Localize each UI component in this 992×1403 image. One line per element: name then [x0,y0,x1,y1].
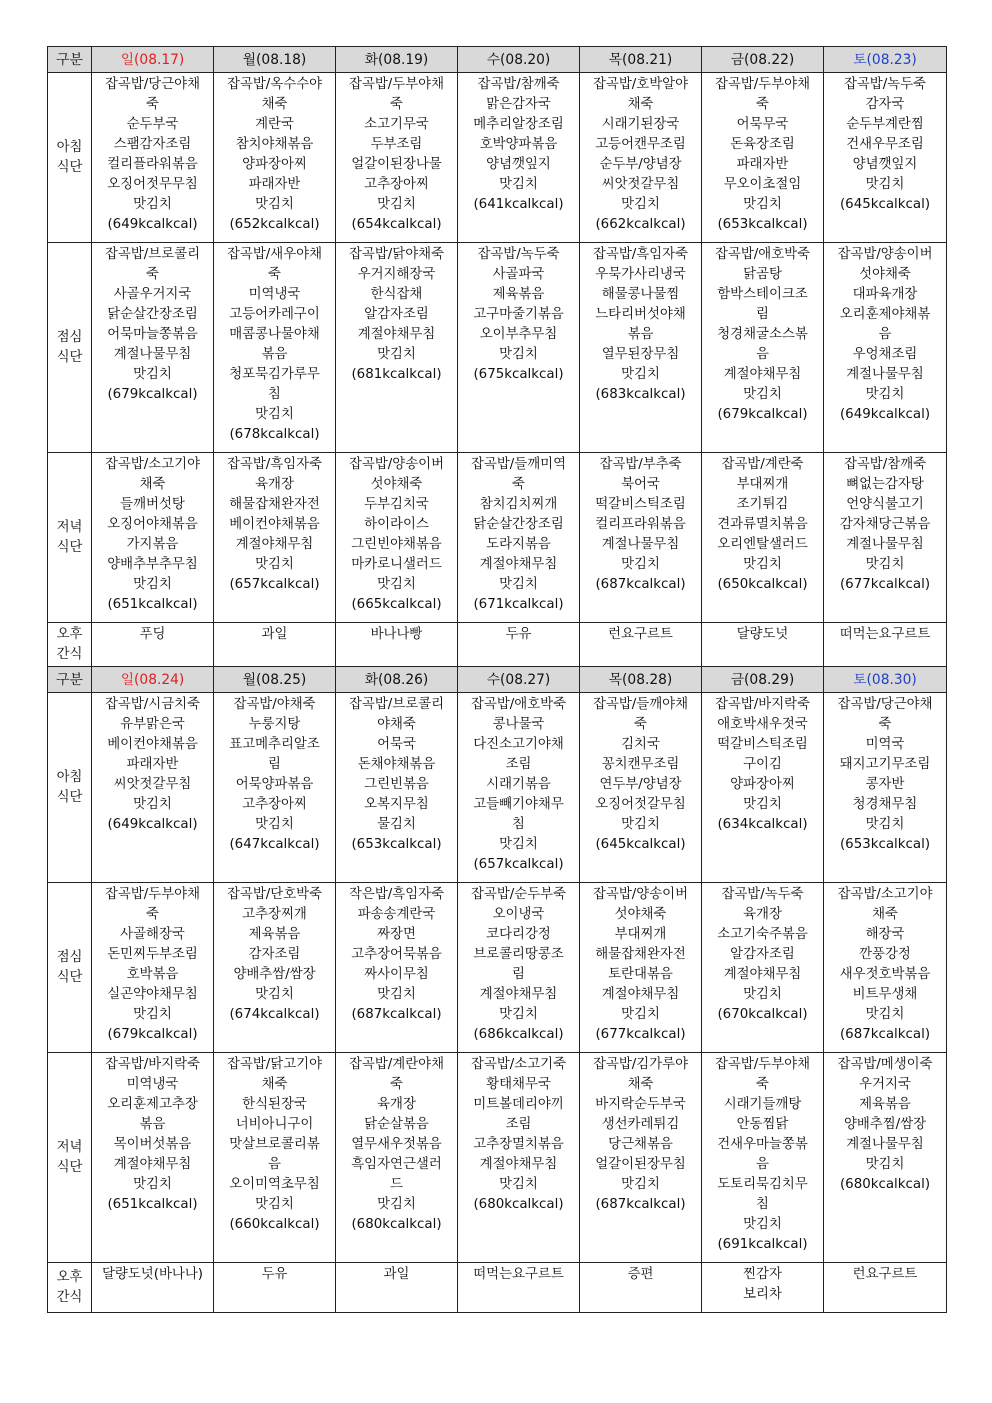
week1-breakfast-row [48,73,947,243]
menu-cell: 잡곡밥/당근야채 죽 미역국 돼지고기무조림 콩자반 청경채무침 맛김치 (653kcalkcal) [824,693,947,883]
menu-cell: 잡곡밥/닭고기야 채죽 한식된장국 너비아니구이 맛살브로콜리볶 음 오이미역초무침 맛김치 (660kcalkcal) [214,1053,336,1263]
row-label-lunch: 점심 식단 [48,883,92,1053]
menu-cell: 잡곡밥/애호박죽 콩나물국 다진소고기야채 조림 시래기볶음 고들빼기야채무 침 맛김치 (657kcalkcal) [458,693,580,883]
menu-cell: 두유 [458,623,580,667]
day-header-wednesday: 수(08.27) [458,667,580,693]
menu-cell: 잡곡밥/녹두죽 감자국 순두부계란찜 건새우무조림 양념깻잎지 맛김치 (645kcalkcal) [824,73,947,243]
week1-dinner-row [48,453,947,623]
row-label-snack: 오후 간식 [48,1263,92,1313]
menu-cell: 잡곡밥/들깨야채 죽 김치국 꽁치캔무조림 연두부/양념장 오징어젓갈무침 맛김치 (645kcalkcal) [580,693,702,883]
row-label-dinner: 저녁 식단 [48,453,92,623]
menu-cell: 잡곡밥/계란야채 죽 육개장 닭순살볶음 열무새우젓볶음 흑임자연근샐러 드 맛김치 (680kcalkcal) [336,1053,458,1263]
menu-cell: 잡곡밥/양송이버 섯야채죽 부대찌개 해물잡채완자전 토란대볶음 계절야채무침 맛김치 (677kcalkcal) [580,883,702,1053]
row-label-lunch: 점심 식단 [48,243,92,453]
menu-cell: 두유 [214,1263,336,1313]
week1-snack-row [48,623,947,667]
menu-cell: 떠먹는요구르트 [458,1263,580,1313]
day-header-thursday: 목(08.28) [580,667,702,693]
day-header-wednesday: 수(08.20) [458,47,580,73]
menu-cell: 달량도넛 [702,623,824,667]
menu-cell: 잡곡밥/녹두죽 육개장 소고기숙주볶음 알감자조림 계절야채무침 맛김치 (670kcalkcal) [702,883,824,1053]
menu-cell: 푸딩 [92,623,214,667]
menu-cell: 잡곡밥/소고기야 채죽 들깨버섯탕 오징어야채볶음 가지볶음 양배추부추무침 맛김치 (651kcalkcal) [92,453,214,623]
menu-cell: 런요구르트 [824,1263,947,1313]
day-header-tuesday: 화(08.26) [336,667,458,693]
menu-cell: 과일 [336,1263,458,1313]
menu-cell: 잡곡밥/야채죽 누룽지탕 표고메추리알조 림 어묵양파볶음 고추장아찌 맛김치 (647kcalkcal) [214,693,336,883]
menu-cell: 잡곡밥/두부야채 죽 사골해장국 돈민찌두부조림 호박볶음 실곤약야채무침 맛김치 (679kcalkcal) [92,883,214,1053]
menu-cell: 달량도넛(바나나) [92,1263,214,1313]
menu-cell: 증편 [580,1263,702,1313]
week2-lunch-row [48,883,947,1053]
menu-cell: 잡곡밥/애호박죽 닭곰탕 함박스테이크조 림 청경채굴소스볶 음 계절야채무침 맛김치 (679kcalkcal) [702,243,824,453]
menu-cell: 잡곡밥/두부야채 죽 시래기들깨탕 안동찜닭 건새우마늘쫑볶 음 도토리묵김치무 침 맛김치 (691kcalkcal) [702,1053,824,1263]
menu-cell: 떠먹는요구르트 [824,623,947,667]
menu-cell: 잡곡밥/브로콜리 죽 사골우거지국 닭순살간장조림 어묵마늘쫑볶음 계절나물무침 맛김치 (679kcalkcal) [92,243,214,453]
header-label: 구분 [48,667,92,693]
menu-cell: 잡곡밥/바지락죽 미역냉국 오리훈제고추장 볶음 목이버섯볶음 계절야채무침 맛김치 (651kcalkcal) [92,1053,214,1263]
week1-header-row [48,47,947,73]
menu-cell: 런요구르트 [580,623,702,667]
menu-cell: 잡곡밥/닭야채죽 우거지해장국 한식잡채 알감자조림 계절야채무침 맛김치 (681kcalkcal) [336,243,458,453]
menu-cell: 잡곡밥/소고기야 채죽 해장국 깐풍강정 새우젓호박볶음 비트무생채 맛김치 (687kcalkcal) [824,883,947,1053]
menu-cell: 잡곡밥/계란죽 부대찌개 조기튀김 견과류멸치볶음 오리엔탈샐러드 맛김치 (650kcalkcal) [702,453,824,623]
menu-cell: 작은밥/흑임자죽 파송송계란국 짜장면 고추장어묵볶음 짜사이무침 맛김치 (687kcalkcal) [336,883,458,1053]
menu-cell: 잡곡밥/소고기죽 황태채무국 미트볼데리야끼 조림 고추장멸치볶음 계절야채무침 맛김치 (680kcalkcal) [458,1053,580,1263]
menu-cell: 잡곡밥/녹두죽 사골파국 제육볶음 고구마줄기볶음 오이부추무침 맛김치 (675kcalkcal) [458,243,580,453]
day-header-sunday: 일(08.17) [92,47,214,73]
menu-cell: 잡곡밥/바지락죽 애호박새우젓국 떡갈비스틱조림 구이김 양파장아찌 맛김치 (634kcalkcal) [702,693,824,883]
row-label-breakfast: 아침 식단 [48,693,92,883]
day-header-monday: 월(08.18) [214,47,336,73]
week2-dinner-row [48,1053,947,1263]
menu-cell: 잡곡밥/들깨미역 죽 참치김치찌개 닭순살간장조림 도라지볶음 계절야채무침 맛김치 (671kcalkcal) [458,453,580,623]
day-header-sunday: 일(08.24) [92,667,214,693]
row-label-dinner: 저녁 식단 [48,1053,92,1263]
header-label: 구분 [48,47,92,73]
menu-cell: 잡곡밥/당근야채 죽 순두부국 스팸감자조림 컬리플라워볶음 오징어젓무무침 맛김치 (649kcalkcal) [92,73,214,243]
menu-cell: 잡곡밥/양송이버 섯야채죽 두부김치국 하이라이스 그린빈야채볶음 마카로니샐러드 맛김치 (665kcalkcal) [336,453,458,623]
menu-cell: 잡곡밥/참깨죽 맑은감자국 메추리알장조림 호박양파볶음 양념깻잎지 맛김치 (641kcalkcal) [458,73,580,243]
day-header-saturday: 토(08.30) [824,667,947,693]
menu-cell: 잡곡밥/새우야채 죽 미역냉국 고등어카레구이 매콤콩나물야채 볶음 청포묵김가루무 침 맛김치 (678kcalkcal) [214,243,336,453]
menu-cell: 잡곡밥/참깨죽 뼈없는감자탕 언양식불고기 감자채당근볶음 계절나물무침 맛김치 (677kcalkcal) [824,453,947,623]
row-label-snack: 오후 간식 [48,623,92,667]
week2-header-row [48,667,947,693]
menu-cell: 잡곡밥/김가루야 채죽 바지락순두부국 생선카레튀김 당근채볶음 얼갈이된장무침 맛김치 (687kcalkcal) [580,1053,702,1263]
day-header-thursday: 목(08.21) [580,47,702,73]
day-header-friday: 금(08.22) [702,47,824,73]
menu-cell: 잡곡밥/시금치죽 유부맑은국 베이컨야채볶음 파래자반 씨앗젓갈무침 맛김치 (649kcalkcal) [92,693,214,883]
day-header-monday: 월(08.25) [214,667,336,693]
menu-cell: 과일 [214,623,336,667]
menu-cell: 잡곡밥/두부야채 죽 소고기무국 두부조림 얼갈이된장나물 고추장아찌 맛김치 (654kcalkcal) [336,73,458,243]
row-label-breakfast: 아침 식단 [48,73,92,243]
day-header-saturday: 토(08.23) [824,47,947,73]
menu-cell: 바나나빵 [336,623,458,667]
menu-cell: 잡곡밥/호박알야 채죽 시래기된장국 고등어캔무조림 순두부/양념장 씨앗젓갈무침 맛김치 (662kcalkcal) [580,73,702,243]
menu-cell: 잡곡밥/브로콜리 야채죽 어묵국 돈채야채볶음 그린빈볶음 오복지무침 물김치 (653kcalkcal) [336,693,458,883]
day-header-tuesday: 화(08.19) [336,47,458,73]
week2-breakfast-row [48,693,947,883]
meal-menu-table [47,46,947,1313]
menu-cell: 잡곡밥/순두부죽 오이냉국 코다리강정 브로콜리땅콩조 림 계절야채무침 맛김치 (686kcalkcal) [458,883,580,1053]
menu-cell: 잡곡밥/양송이버 섯야채죽 대파육개장 오리훈제야채볶 음 우엉채조림 계절나물무침 맛김치 (649kcalkcal) [824,243,947,453]
menu-cell: 잡곡밥/흑임자죽 우묵가사리냉국 해물콩나물찜 느타리버섯야채 볶음 열무된장무침 맛김치 (683kcalkcal) [580,243,702,453]
menu-cell: 잡곡밥/메생이죽 우거지국 제육볶음 양배추찜/쌈장 계절나물무침 맛김치 (680kcalkcal) [824,1053,947,1263]
menu-cell: 잡곡밥/옥수수야 채죽 계란국 참치야채볶음 양파장아찌 파래자반 맛김치 (652kcalkcal) [214,73,336,243]
menu-cell: 잡곡밥/흑임자죽 육개장 해물잡채완자전 베이컨야채볶음 계절야채무침 맛김치 (657kcalkcal) [214,453,336,623]
week1-lunch-row [48,243,947,453]
menu-cell: 잡곡밥/부추죽 북어국 떡갈비스틱조림 컬리프라워볶음 계절나물무침 맛김치 (687kcalkcal) [580,453,702,623]
menu-cell: 찐감자 보리차 [702,1263,824,1313]
menu-cell: 잡곡밥/단호박죽 고추장찌개 제육볶음 감자조림 양배추쌈/쌈장 맛김치 (674kcalkcal) [214,883,336,1053]
week2-snack-row [48,1263,947,1313]
day-header-friday: 금(08.29) [702,667,824,693]
menu-cell: 잡곡밥/두부야채 죽 어묵무국 돈육장조림 파래자반 무오이초절임 맛김치 (653kcalkcal) [702,73,824,243]
